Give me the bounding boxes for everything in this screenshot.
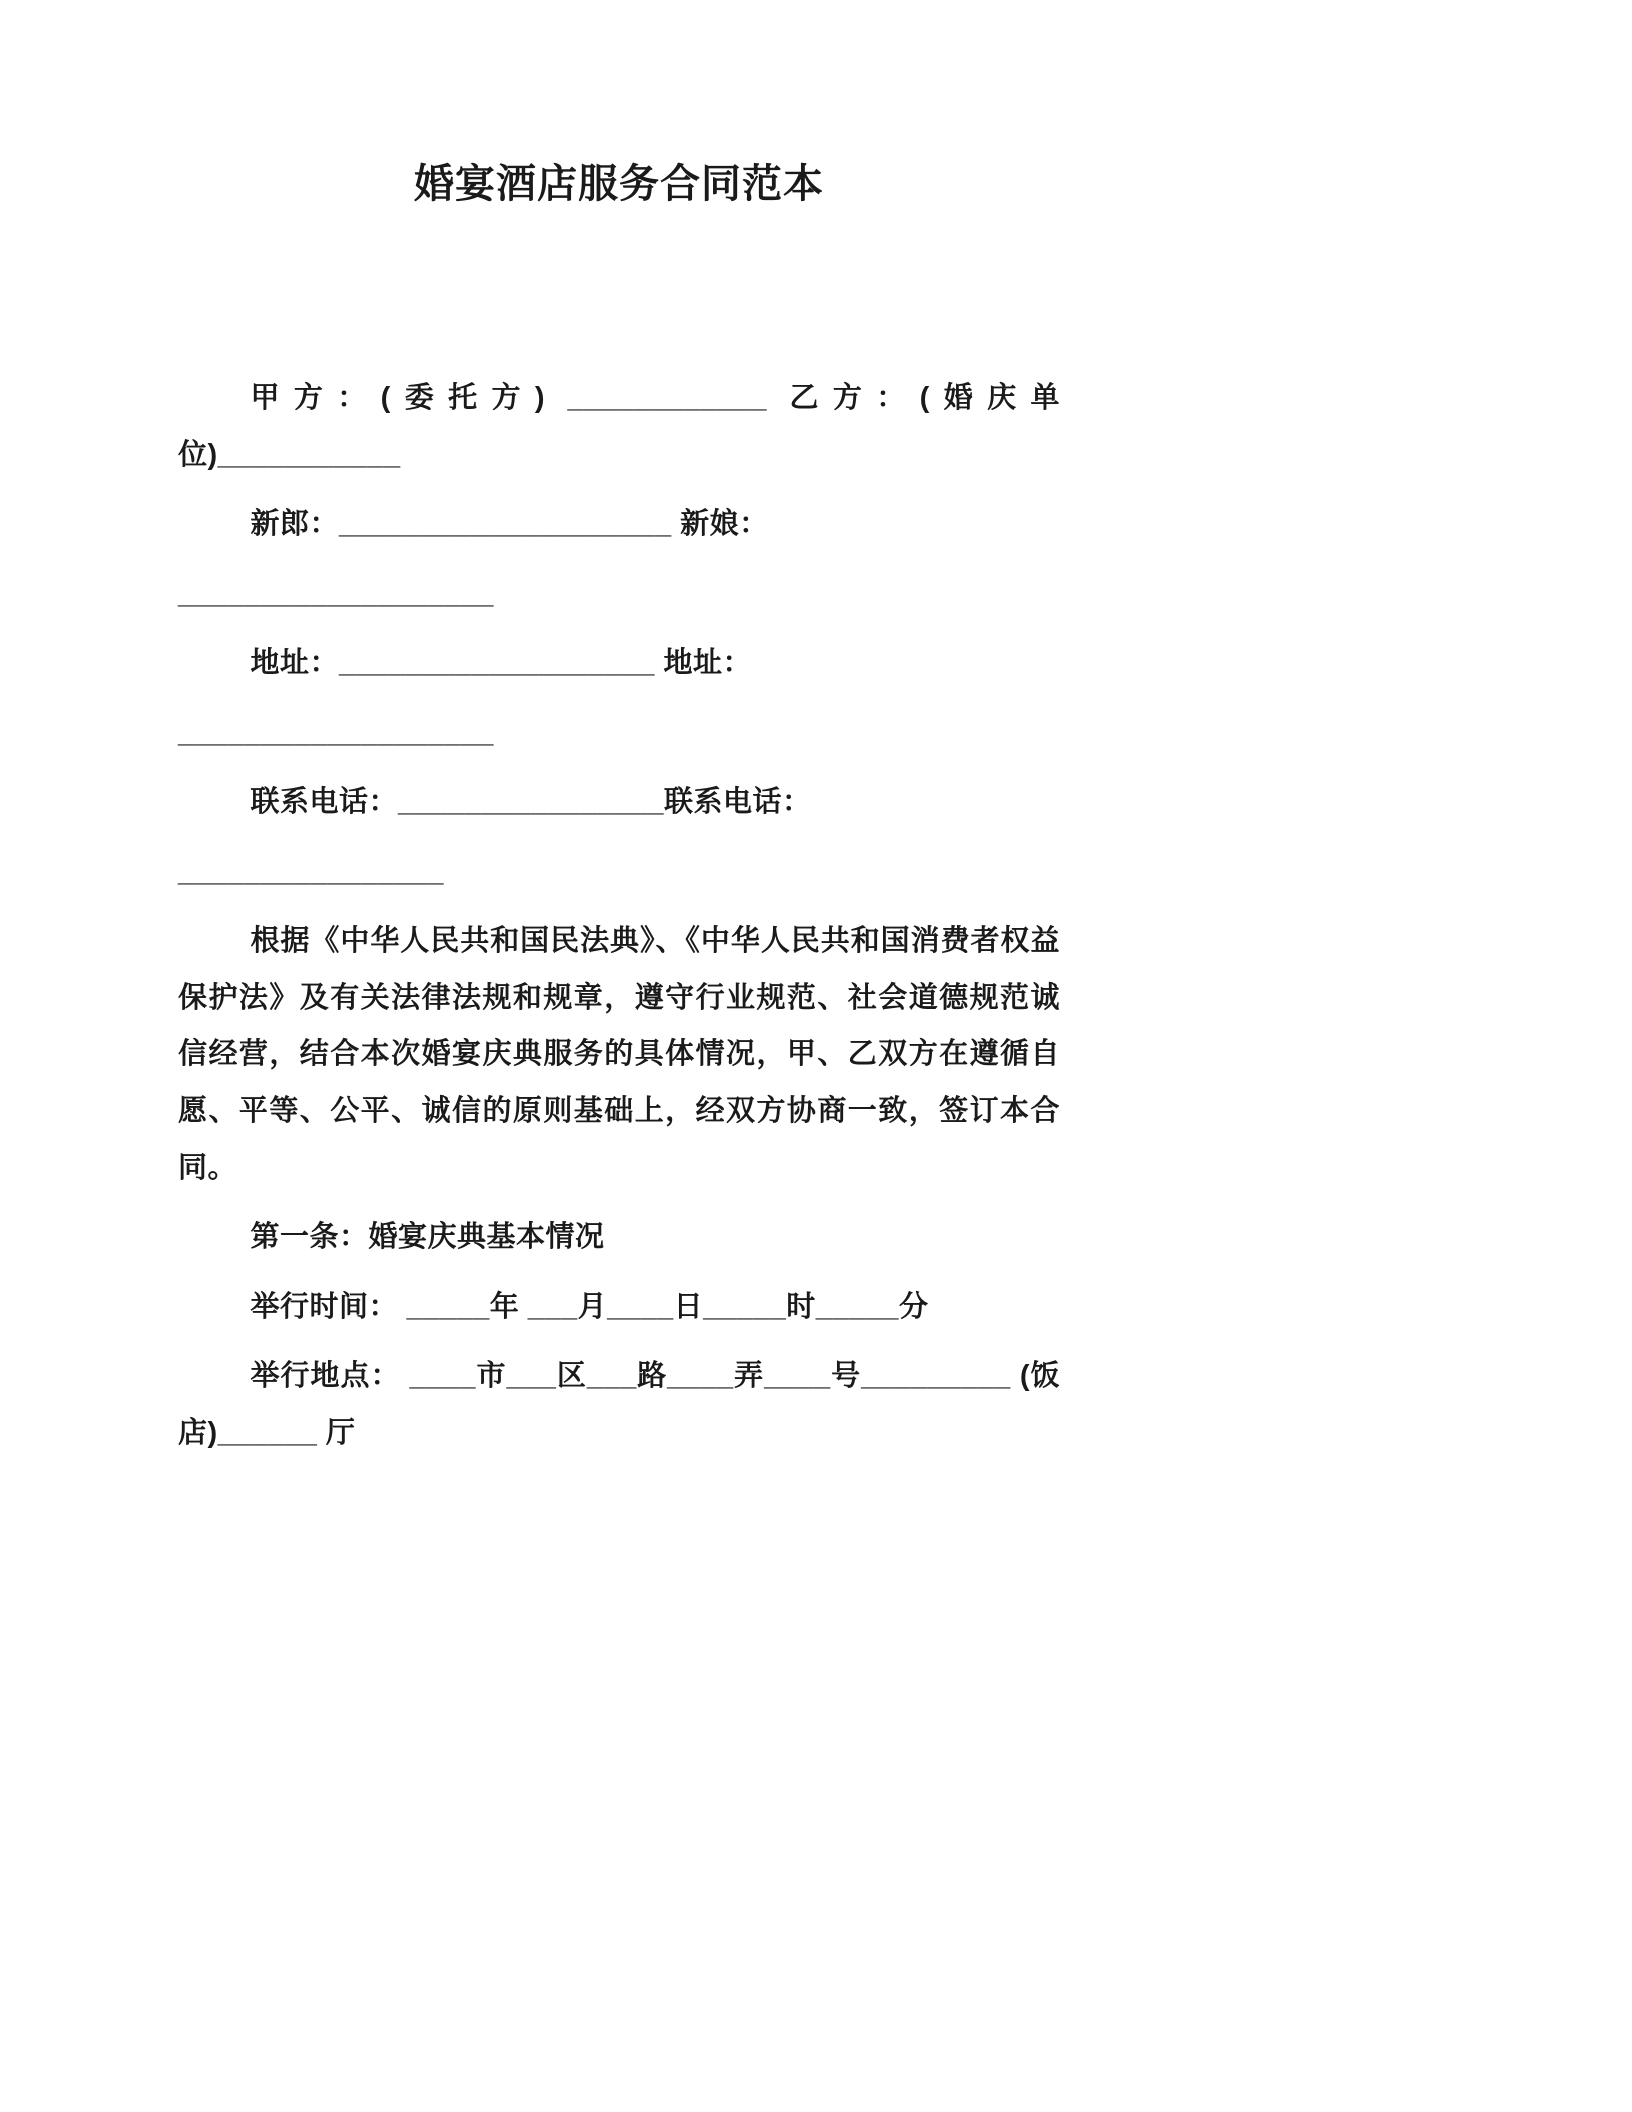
blank-underscore-line: ___________________ bbox=[178, 716, 494, 749]
groom-bride-line: 新郎：____________________ 新娘： bbox=[250, 508, 769, 541]
article-one-heading: 第一条：婚宴庆典基本情况 bbox=[250, 1221, 605, 1254]
event-location-line: 举行地点： ____市___区___路____弄____号_________ (饭店)______ 厅 bbox=[178, 1360, 1060, 1449]
document-title: 婚宴酒店服务合同范本 bbox=[414, 162, 824, 206]
blank-underscore-line: ___________________ bbox=[178, 577, 494, 610]
party-a-party-b-line: 甲方：(委托方) ____________ 乙方：(婚庆单位)___________ bbox=[178, 382, 1060, 471]
blank-underscore-line: ________________ bbox=[178, 855, 445, 888]
event-time-line: 举行时间： _____年 ___月____日_____时_____分 bbox=[250, 1290, 929, 1323]
contact-phone-line: 联系电话：________________联系电话： bbox=[250, 786, 812, 819]
address-line: 地址：___________________ 地址： bbox=[250, 647, 752, 680]
preamble-paragraph: 根据《中华人民共和国民法典》、《中华人民共和国消费者权益保护法》及有关法律法规和规章，遵守行业规范、社会道德规范诚信经营，结合本次婚宴庆典服务的具体情况，甲、乙双方在遵循自愿、平等、公平、诚信的原则基础上，经双方协商一致，签订本合同。 bbox=[178, 925, 1060, 1184]
